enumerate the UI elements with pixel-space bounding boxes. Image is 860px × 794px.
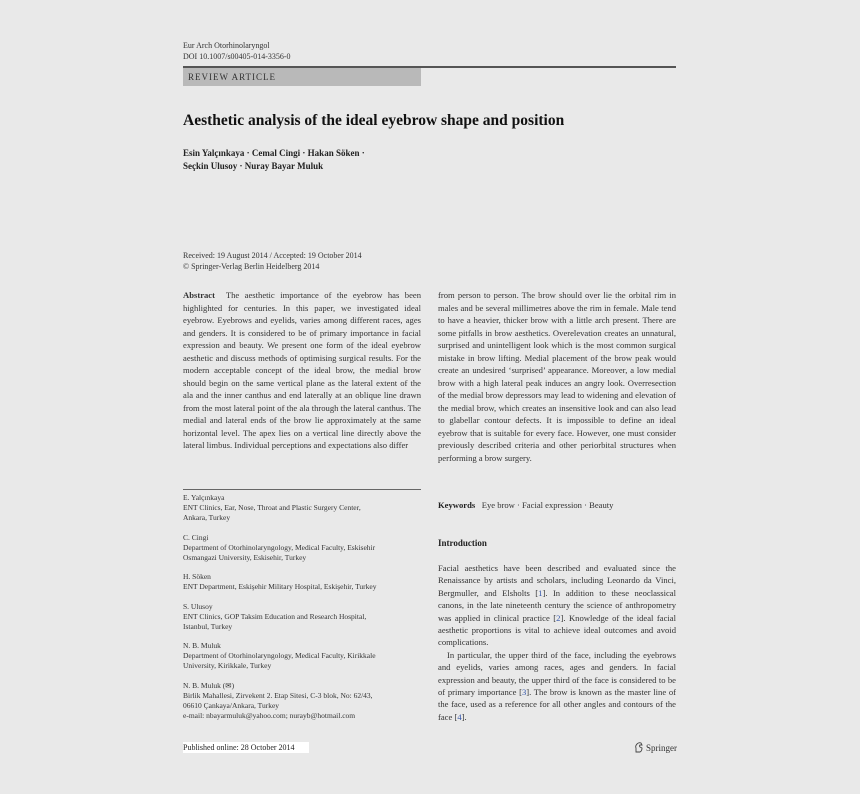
copyright: © Springer-Verlag Berlin Heidelberg 2014 xyxy=(183,262,320,271)
affiliation-item: N. B. Muluk Department of Otorhinolaryngology, Medical Faculty, Kirikkale University, Kirikkale, Turkey xyxy=(183,641,376,670)
introduction-body xyxy=(438,562,676,723)
publication-dates xyxy=(183,250,362,272)
corresponding-email: e-mail: nbayarmuluk@yahoo.com; nurayb@hotmail.com xyxy=(183,710,356,720)
affiliation-item: E. Yalçınkaya ENT Clinics, Ear, Nose, Throat and Plastic Surgery Center, Ankara, Turkey xyxy=(183,493,361,522)
authors-line-1: Esin Yalçınkaya · Cemal Cingi · Hakan Söken · xyxy=(183,148,365,158)
springer-horse-icon xyxy=(634,742,644,753)
ref-link-1[interactable]: 1 xyxy=(538,587,543,598)
article-type-banner: REVIEW ARTICLE xyxy=(183,68,421,86)
affiliations xyxy=(183,493,421,730)
abstract-left-column xyxy=(183,289,421,452)
abstract-text-right: from person to person. The brow should over lie the orbital rim in males and be several millimetres above the rim in female. Male tend to have a heavier, thicker brow with a little arch present. There are some pitfalls in brow aesthetics. Overelevation creates an unnatural, surprised and unintelligent look which is the most common surgical mistake in brow lifting. Medial placement of the brow peak would create an undesired ‘surprised’ appearance. Moreover, a low medial brow with a high lateral peak induces an angry look. Overresection of the medial brow depressors may lead to widening and elevation of the medial brow, which creates an insensitive look and can also lead to glabellar contour defects. It is impossible to define an ideal eyebrow that is suitable for every face. However, one must consider previously described criteria and other periorbital structures when performing a brow surgery. xyxy=(438,290,676,463)
abstract-text-left: The aesthetic importance of the eyebrow has been highlighted for centuries. In this paper, we investigated ideal eyebrow. Eyebrows and eyelids, varies among different races, ages and genders. It is considered to be of primary importance in facial expression and beauty. We present one form of the ideal eyebrow aesthetic and discuss methods of optimising surgical results. For the modern acceptable concept of the ideal brow, the medial brow should begin on the same vertical plane as the lateral extent of the ala and the inner canthus and end laterally at an oblique line drawn from the most lateral point of the ala through the lateral canthus. The medial and lateral ends of the brow lie approximately at the same horizontal level. The apex lies on a vertical line directly above the lateral limbus. Individual perceptions and expectations also differ xyxy=(183,290,421,450)
received-accepted: Received: 19 August 2014 / Accepted: 19 October 2014 xyxy=(183,251,362,260)
abstract-right-column xyxy=(438,289,676,464)
affiliation-item: S. Ulusoy ENT Clinics, GOP Taksim Education and Research Hospital, Istanbul, Turkey xyxy=(183,601,367,631)
ref-link-3[interactable]: 3 xyxy=(521,687,527,698)
keywords-text: Eye brow · Facial expression · Beauty xyxy=(481,500,614,510)
authors-line-2: Seçkin Ulusoy · Nuray Bayar Muluk xyxy=(183,160,324,171)
abstract-label: Abstract xyxy=(183,290,215,300)
doi: DOI 10.1007/s00405-014-3356-0 xyxy=(183,52,291,61)
intro-paragraph-2: In particular, the upper third of the face, including the eyebrows and eyelids, varies among races, ages and genders. In facial expression and beauty, the upper third of the face is considered to be of primary importance [3]. The brow is known as the master line of the face, used as a reference for all other angles and contours of the face [4]. xyxy=(438,649,676,722)
published-online: Published online: 28 October 2014 xyxy=(183,742,309,753)
intro-paragraph-1: Facial aesthetics have been described and evaluated since the Renaissance by artists and scholars, including Leonardo da Vinci, Bergmuller, and Elsholts [1]. In addition to these neoclassical canons, in the late nineteenth century the science of anthropometry was applied in clinical practice [2]. Knowledge of the ideal facial aesthetic proportions is vital to achieve ideal outcomes and avoid complications. xyxy=(438,563,677,648)
affiliations-rule xyxy=(183,489,421,490)
springer-logo xyxy=(634,742,677,753)
journal-name: Eur Arch Otorhinolaryngol xyxy=(183,41,270,50)
affiliation-item: N. B. Muluk (✉) Birlik Mahallesi, Zirvekent 2. Etap Sitesi, C-3 blok, No: 62/43, 06610 Çankaya/Ankara, Turkey e-mail: nbayarmuluk@yahoo.com; nurayb@hotmail.com xyxy=(183,681,421,721)
introduction-heading: Introduction xyxy=(438,538,487,548)
journal-header xyxy=(183,40,291,62)
ref-link-4[interactable]: 4 xyxy=(457,711,462,722)
keywords xyxy=(438,500,676,510)
keywords-label: Keywords xyxy=(438,500,476,510)
affiliation-item: H. Söken ENT Department, Eskişehir Military Hospital, Eskişehir, Turkey xyxy=(183,572,377,591)
publisher-name: Springer xyxy=(646,742,677,753)
author-list xyxy=(183,147,365,172)
affiliation-item: C. Cingi Department of Otorhinolaryngology, Medical Faculty, Eskisehir Osmangazi University, Eskisehir, Turkey xyxy=(183,532,376,562)
ref-link-2[interactable]: 2 xyxy=(556,612,561,623)
paper-title: Aesthetic analysis of the ideal eyebrow shape and position xyxy=(183,112,565,129)
